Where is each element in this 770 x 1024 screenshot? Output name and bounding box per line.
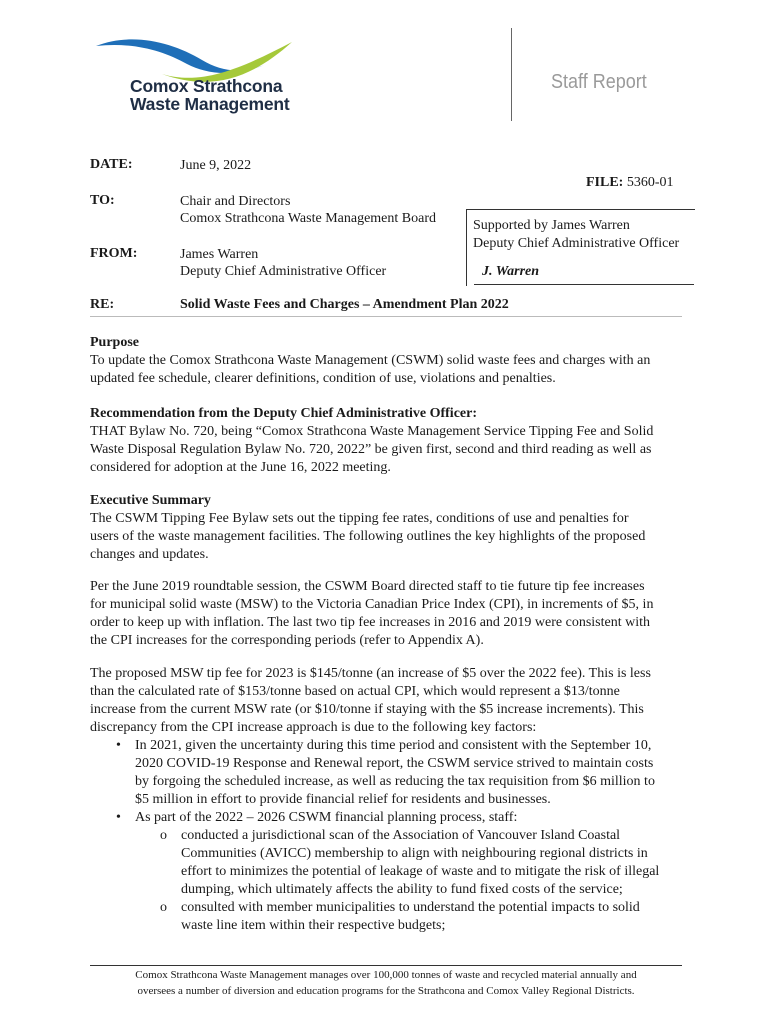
text-line: waste line item within their respective budgets;	[181, 918, 446, 933]
text-line: for municipal solid waste (MSW) to the Victoria Canadian Price Index (CPI), in increments of $5, in	[90, 597, 654, 612]
text-line: effort to minimizes the potential of leakage of waste and to mitigate the risk of illegal	[181, 864, 660, 879]
text-line: Communities (AVICC) membership to align with neighbouring regional districts in	[181, 846, 648, 861]
bullet-marker: •	[116, 738, 121, 753]
executive-summary-heading: Executive Summary	[90, 493, 211, 508]
footer-rule	[90, 965, 682, 966]
paragraph-tip-fee	[90, 665, 682, 737]
sub-bullet-marker: o	[160, 828, 167, 843]
re-value: Solid Waste Fees and Charges – Amendment Plan 2022	[180, 297, 509, 312]
sub-bullet-item	[181, 827, 682, 899]
from-value	[180, 246, 386, 280]
org-name-line2: Waste Management	[130, 94, 290, 114]
signature-line	[474, 284, 694, 285]
sub-bullet-item	[181, 899, 682, 935]
purpose-section	[90, 334, 682, 388]
signature: J. Warren	[482, 264, 540, 279]
file-value: 5360-01	[626, 175, 674, 190]
footer-line: oversees a number of diversion and education programs for the Strathcona and Comox Valley Regional Districts.	[137, 985, 635, 997]
text-line: THAT Bylaw No. 720, being “Comox Strathcona Waste Management Service Tipping Fee and Solid	[90, 424, 654, 439]
supported-by-line: Supported by James Warren	[473, 218, 630, 233]
supported-by-line: Deputy Chief Administrative Officer	[473, 236, 680, 251]
text-line: the CPI increases for the corresponding periods (refer to Appendix A).	[90, 633, 484, 648]
executive-summary-section	[90, 492, 682, 564]
text-line: dumping, which ultimately affects the ability to fund fixed costs of the service;	[181, 882, 623, 897]
sub-bullet-marker: o	[160, 900, 167, 915]
text-line: In 2021, given the uncertainty during this time period and consistent with the September 10,	[135, 738, 652, 753]
from-line: Deputy Chief Administrative Officer	[180, 264, 387, 279]
from-line: James Warren	[180, 247, 259, 262]
text-line: The proposed MSW tip fee for 2023 is $145/tonne (an increase of $5 over the 2022 fee). This is less	[90, 666, 651, 681]
text-line: by forgoing the scheduled increase, as well as reducing the tax requisition from $6 million to	[135, 774, 655, 789]
text-line: changes and updates.	[90, 547, 209, 562]
purpose-heading: Purpose	[90, 335, 139, 350]
text-line: To update the Comox Strathcona Waste Management (CSWM) solid waste fees and charges with an	[90, 353, 651, 368]
header-divider	[511, 28, 512, 121]
bullet-item: As part of the 2022 – 2026 CSWM financial planning process, staff:	[135, 810, 518, 825]
text-line: updated fee schedule, clearer definitions, condition of use, violations and penalties.	[90, 371, 556, 386]
date-label: DATE:	[90, 157, 133, 172]
text-line: $5 million in effort to provide financial relief for residents and businesses.	[135, 792, 551, 807]
file-number	[586, 175, 674, 191]
text-line: conducted a jurisdictional scan of the Association of Vancouver Island Coastal	[181, 828, 621, 843]
to-line: Comox Strathcona Waste Management Board	[180, 211, 436, 226]
text-line: Waste Disposal Regulation Bylaw No. 720, 2022” be given first, second and third reading as well as	[90, 442, 652, 457]
to-value	[180, 193, 436, 227]
report-type: Staff Report	[551, 71, 647, 93]
header-rule	[90, 316, 682, 317]
supported-by-text	[473, 217, 679, 253]
footer	[90, 967, 682, 999]
text-line: The CSWM Tipping Fee Bylaw sets out the tipping fee rates, conditions of use and penalties for	[90, 511, 629, 526]
text-line: 2020 COVID-19 Response and Renewal report, the CSWM service strived to maintain costs	[135, 756, 654, 771]
text-line: users of the waste management facilities. The following outlines the key highlights of the proposed	[90, 529, 646, 544]
re-label: RE:	[90, 297, 115, 312]
file-label: FILE:	[586, 175, 624, 190]
paragraph-cpi	[90, 578, 682, 650]
org-name	[130, 77, 290, 113]
recommendation-heading: Recommendation from the Deputy Chief Administrative Officer:	[90, 406, 478, 421]
text-line: than the calculated rate of $153/tonne based on actual CPI, which would represent a $13/tonne	[90, 684, 620, 699]
bullet-item	[135, 737, 682, 809]
from-label: FROM:	[90, 246, 138, 261]
bullet-marker: •	[116, 810, 121, 825]
footer-line: Comox Strathcona Waste Management manages over 100,000 tonnes of waste and recycled material annually and	[135, 969, 637, 981]
text-line: considered for adoption at the June 16, 2022 meeting.	[90, 460, 391, 475]
date-value: June 9, 2022	[180, 158, 252, 173]
to-line: Chair and Directors	[180, 194, 291, 209]
text-line: Per the June 2019 roundtable session, the CSWM Board directed staff to tie future tip fee increases	[90, 579, 645, 594]
text-line: consulted with member municipalities to understand the potential impacts to solid	[181, 900, 640, 915]
org-name-line1: Comox Strathcona	[130, 76, 283, 96]
text-line: increase from the current MSW rate (or $10/tonne if staying with the $5 increase increments). This	[90, 702, 644, 717]
recommendation-section	[90, 405, 682, 477]
text-line: order to keep up with inflation. The last two tip fee increases in 2016 and 2019 were consistent with	[90, 615, 650, 630]
to-label: TO:	[90, 193, 115, 208]
text-line: discrepancy from the CPI increase approach is due to the following key factors:	[90, 720, 537, 735]
